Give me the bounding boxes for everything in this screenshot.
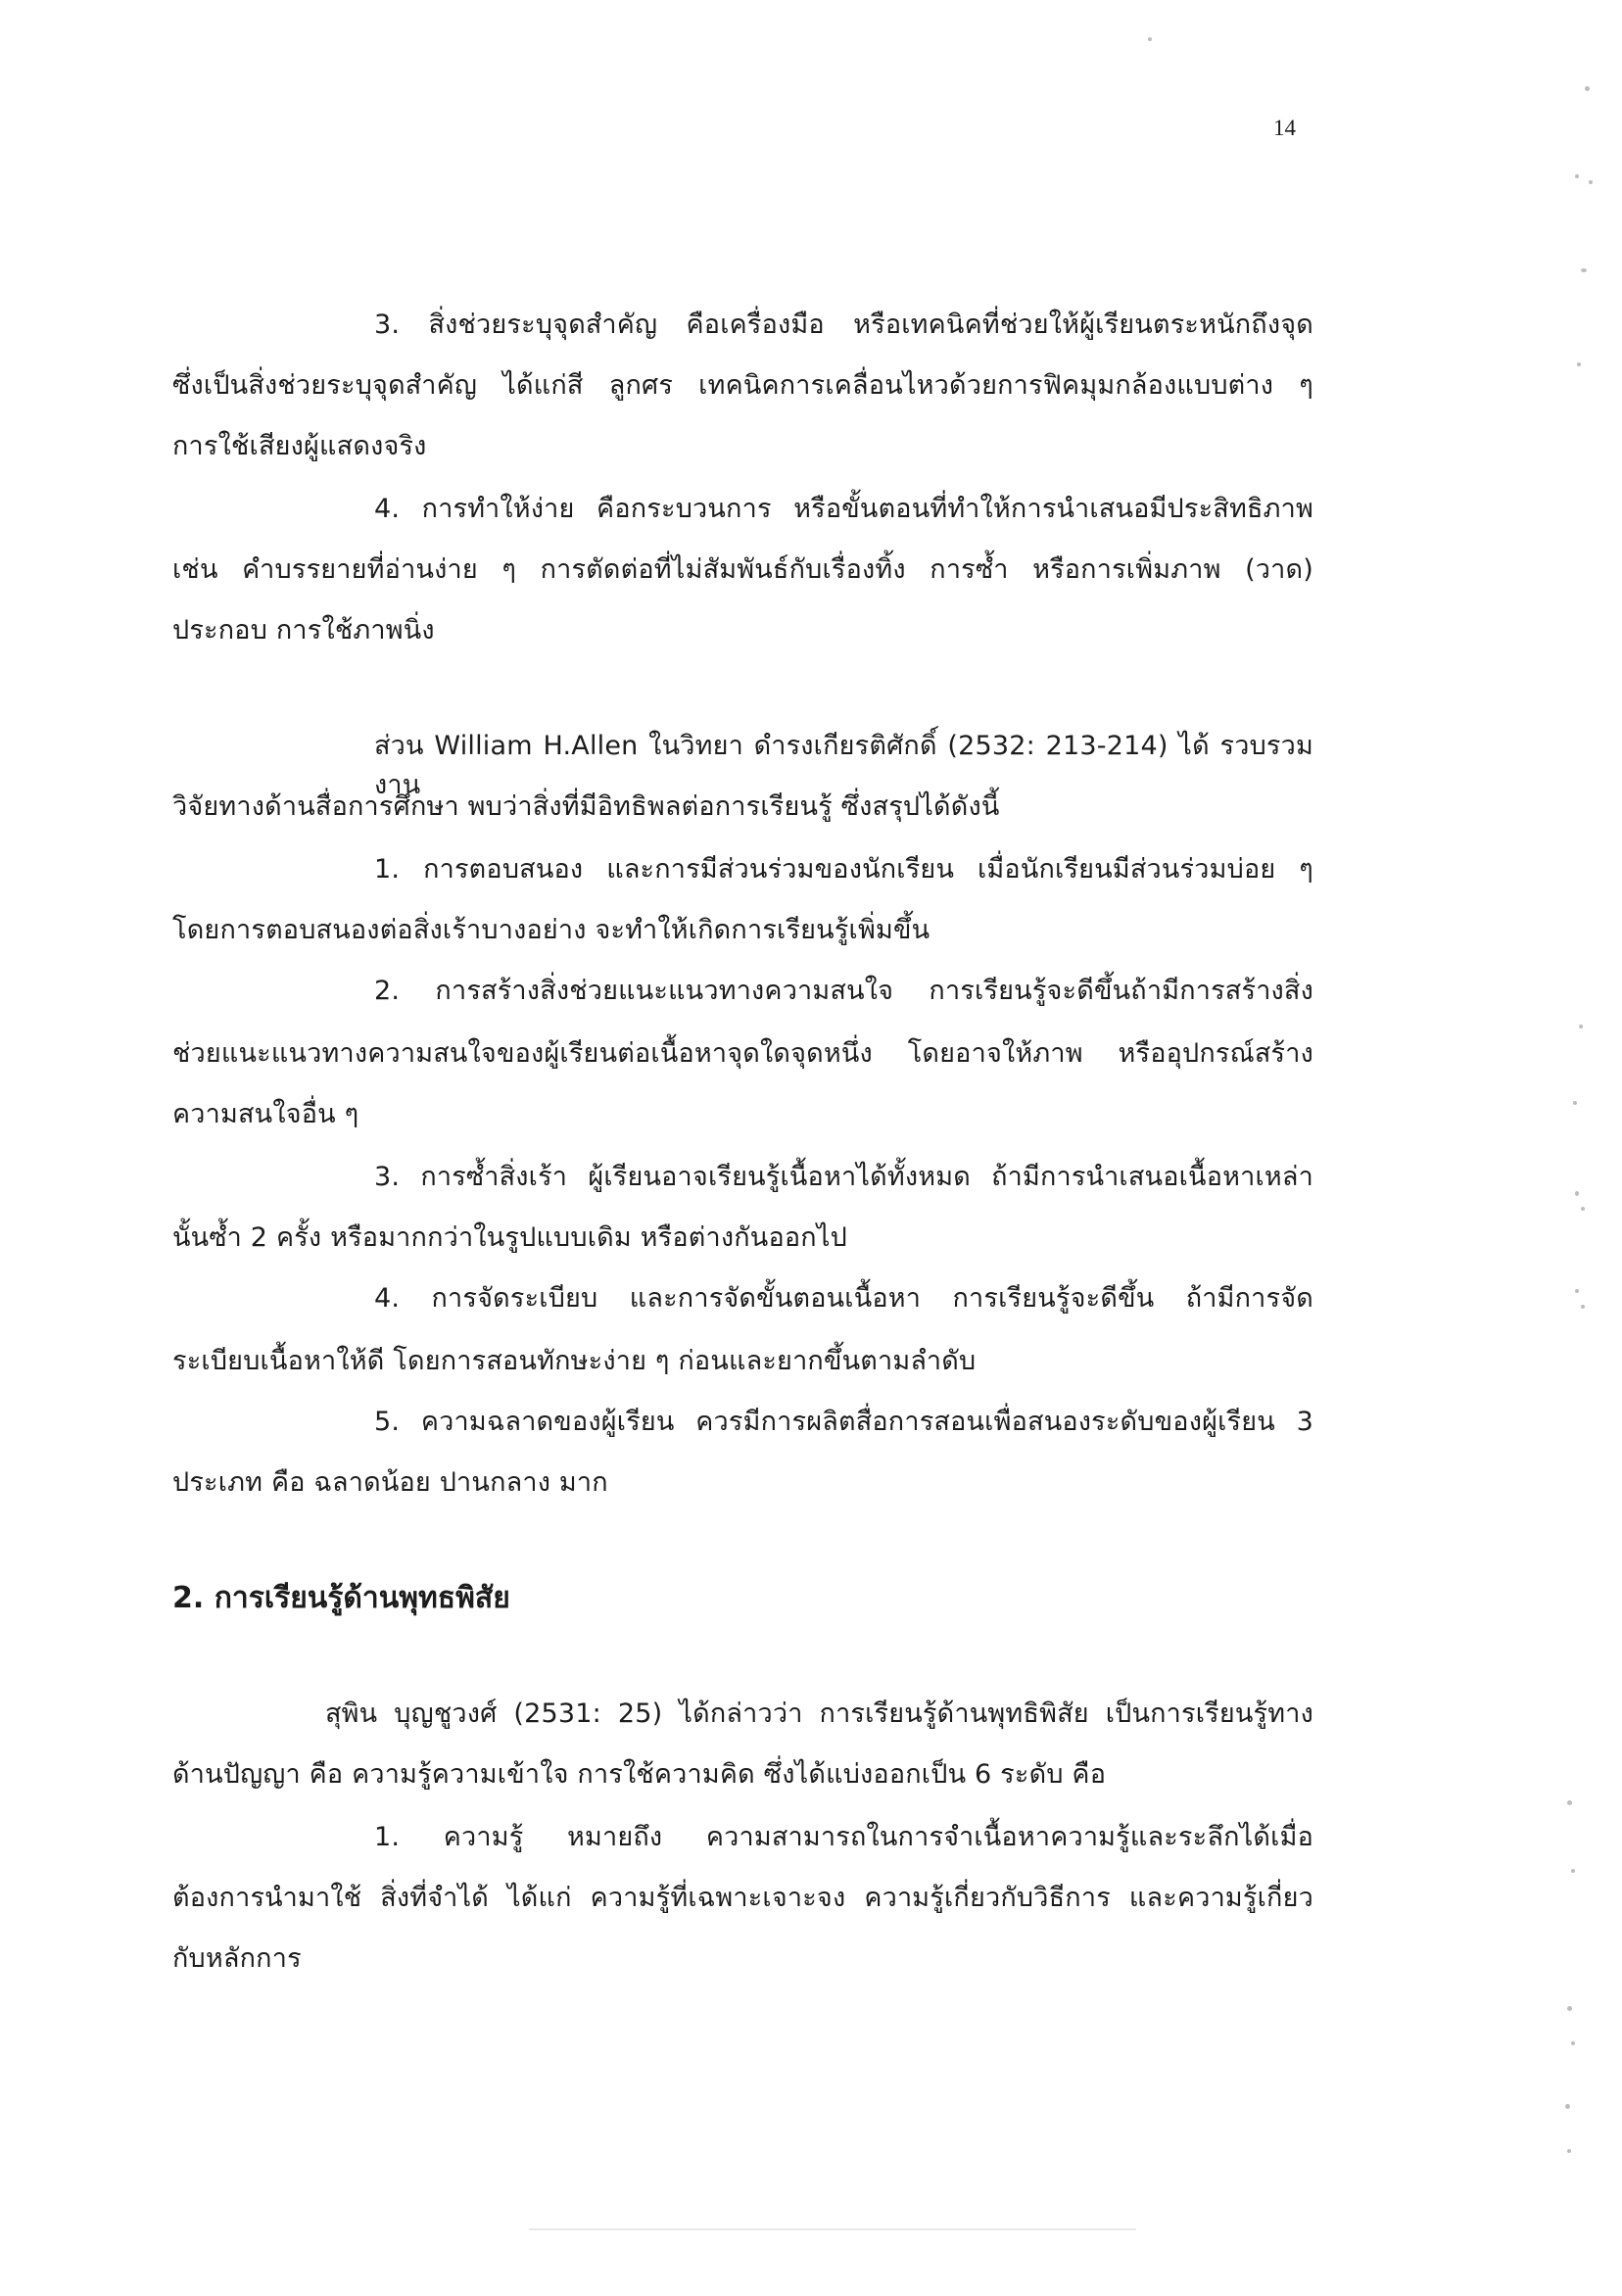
scan-speck [1581, 268, 1587, 272]
paragraph-line: การใช้เสียงผู้แสดงจริง [172, 431, 427, 461]
scan-speck [1567, 1800, 1572, 1805]
paragraph-line: เช่น คำบรรยายที่อ่านง่าย ๆ การตัดต่อที่ไม่สัมพันธ์กับเรื่องทิ้ง การซ้ำ หรือการเพิ่มภาพ (วาด) [172, 554, 1313, 585]
scan-speck [1571, 2041, 1575, 2045]
scan-speck [1581, 1305, 1585, 1309]
scan-speck [1573, 1101, 1577, 1105]
paragraph-line: วิจัยทางด้านสื่อการศึกษา พบว่าสิ่งที่มีอิทธิพลต่อการเรียนรู้ ซึ่งสรุปได้ดังนี้ [172, 791, 1000, 822]
paragraph-line: 1. ความรู้ หมายถึง ความสามารถในการจำเนื้อหาความรู้และระลึกได้เมื่อ [374, 1822, 1313, 1852]
paragraph-line: 1. การตอบสนอง และการมีส่วนร่วมของนักเรียน เมื่อนักเรียนมีส่วนร่วมบ่อย ๆ [374, 854, 1313, 885]
scan-artifact [529, 2228, 1136, 2230]
paragraph-line: ประเภท คือ ฉลาดน้อย ปานกลาง มาก [172, 1467, 608, 1498]
scan-speck [1567, 2006, 1572, 2011]
scan-speck [1148, 37, 1152, 41]
paragraph-line: ระเบียบเนื้อหาให้ดี โดยการสอนทักษะง่าย ๆ ก่อนและยากขึ้นตามลำดับ [172, 1346, 977, 1376]
paragraph-line: 2. การสร้างสิ่งช่วยแนะแนวทางความสนใจ การเรียนรู้จะดีขึ้นถ้ามีการสร้างสิ่ง [374, 976, 1313, 1006]
paragraph-line: โดยการตอบสนองต่อสิ่งเร้าบางอย่าง จะทำให้เกิดการเรียนรู้เพิ่มขึ้น [172, 915, 930, 945]
paragraph-line: นั้นซ้ำ 2 ครั้ง หรือมากกว่าในรูปแบบเดิม หรือต่างกันออกไป [172, 1222, 847, 1253]
paragraph-line: ช่วยแนะแนวทางความสนใจของผู้เรียนต่อเนื้อหาจุดใดจุดหนึ่ง โดยอาจให้ภาพ หรืออุปกรณ์สร้าง [172, 1038, 1313, 1069]
paragraph-line: กับหลักการ [172, 1943, 302, 1974]
paragraph-line: ซึ่งเป็นสิ่งช่วยระบุจุดสำคัญ ได้แก่สี ลูกศร เทคนิคการเคลื่อนไหวด้วยการฟิคมุมกล้องแบบต่าง ๆ [172, 370, 1313, 401]
paragraph-line: ส่วน William H.Allen ในวิทยา ดำรงเกียรติศักดิ์ (2532: 213-214) ได้ รวบรวมงาน [374, 731, 1313, 800]
scan-speck [1567, 2149, 1571, 2153]
scan-speck [1589, 180, 1593, 184]
paragraph-line: 3. การซ้ำสิ่งเร้า ผู้เรียนอาจเรียนรู้เนื้อหาได้ทั้งหมด ถ้ามีการนำเสนอเนื้อหาเหล่า [374, 1162, 1313, 1192]
scan-speck [1577, 362, 1581, 366]
scan-speck [1575, 1289, 1579, 1293]
scan-speck [1579, 1025, 1583, 1028]
paragraph-line: 3. สิ่งช่วยระบุจุดสำคัญ คือเครื่องมือ หรือเทคนิคที่ช่วยให้ผู้เรียนตระหนักถึงจุด [374, 310, 1313, 340]
paragraph-line: ความสนใจอื่น ๆ [172, 1099, 359, 1129]
paragraph-line: ด้านปัญญา คือ ความรู้ความเข้าใจ การใช้ความคิด ซึ่งได้แบ่งออกเป็น 6 ระดับ คือ [172, 1759, 1107, 1790]
scan-speck [1565, 2104, 1570, 2109]
paragraph-line: ประกอบ การใช้ภาพนิ่ง [172, 615, 435, 646]
scan-speck [1571, 1869, 1575, 1873]
paragraph-line: ต้องการนำมาใช้ สิ่งที่จำได้ ได้แก่ ความรู้ที่เฉพาะเจาะจง ความรู้เกี่ยวกับวิธีการ และความรู้เกี่ยว [172, 1883, 1313, 1913]
paragraph-line: 5. ความฉลาดของผู้เรียน ควรมีการผลิตสื่อการสอนเพื่อสนองระดับของผู้เรียน 3 [374, 1407, 1313, 1437]
scan-speck [1575, 174, 1579, 178]
paragraph-line: 4. การทำให้ง่าย คือกระบวนการ หรือขั้นตอนที่ทำให้การนำเสนอมีประสิทธิภาพ [374, 494, 1313, 524]
scan-speck [1581, 1207, 1585, 1211]
page-number: 14 [1273, 116, 1296, 140]
paragraph-line: 4. การจัดระเบียบ และการจัดขั้นตอนเนื้อหา การเรียนรู้จะดีขึ้น ถ้ามีการจัด [374, 1283, 1313, 1314]
paragraph-line: สุพิน บุญชูวงศ์ (2531: 25) ได้กล่าวว่า การเรียนรู้ด้านพุทธิพิสัย เป็นการเรียนรู้ทาง [325, 1698, 1313, 1729]
scan-speck [1575, 1191, 1579, 1196]
scan-speck [1585, 86, 1590, 91]
section-heading: 2. การเรียนรู้ด้านพุทธพิสัย [172, 1581, 510, 1615]
